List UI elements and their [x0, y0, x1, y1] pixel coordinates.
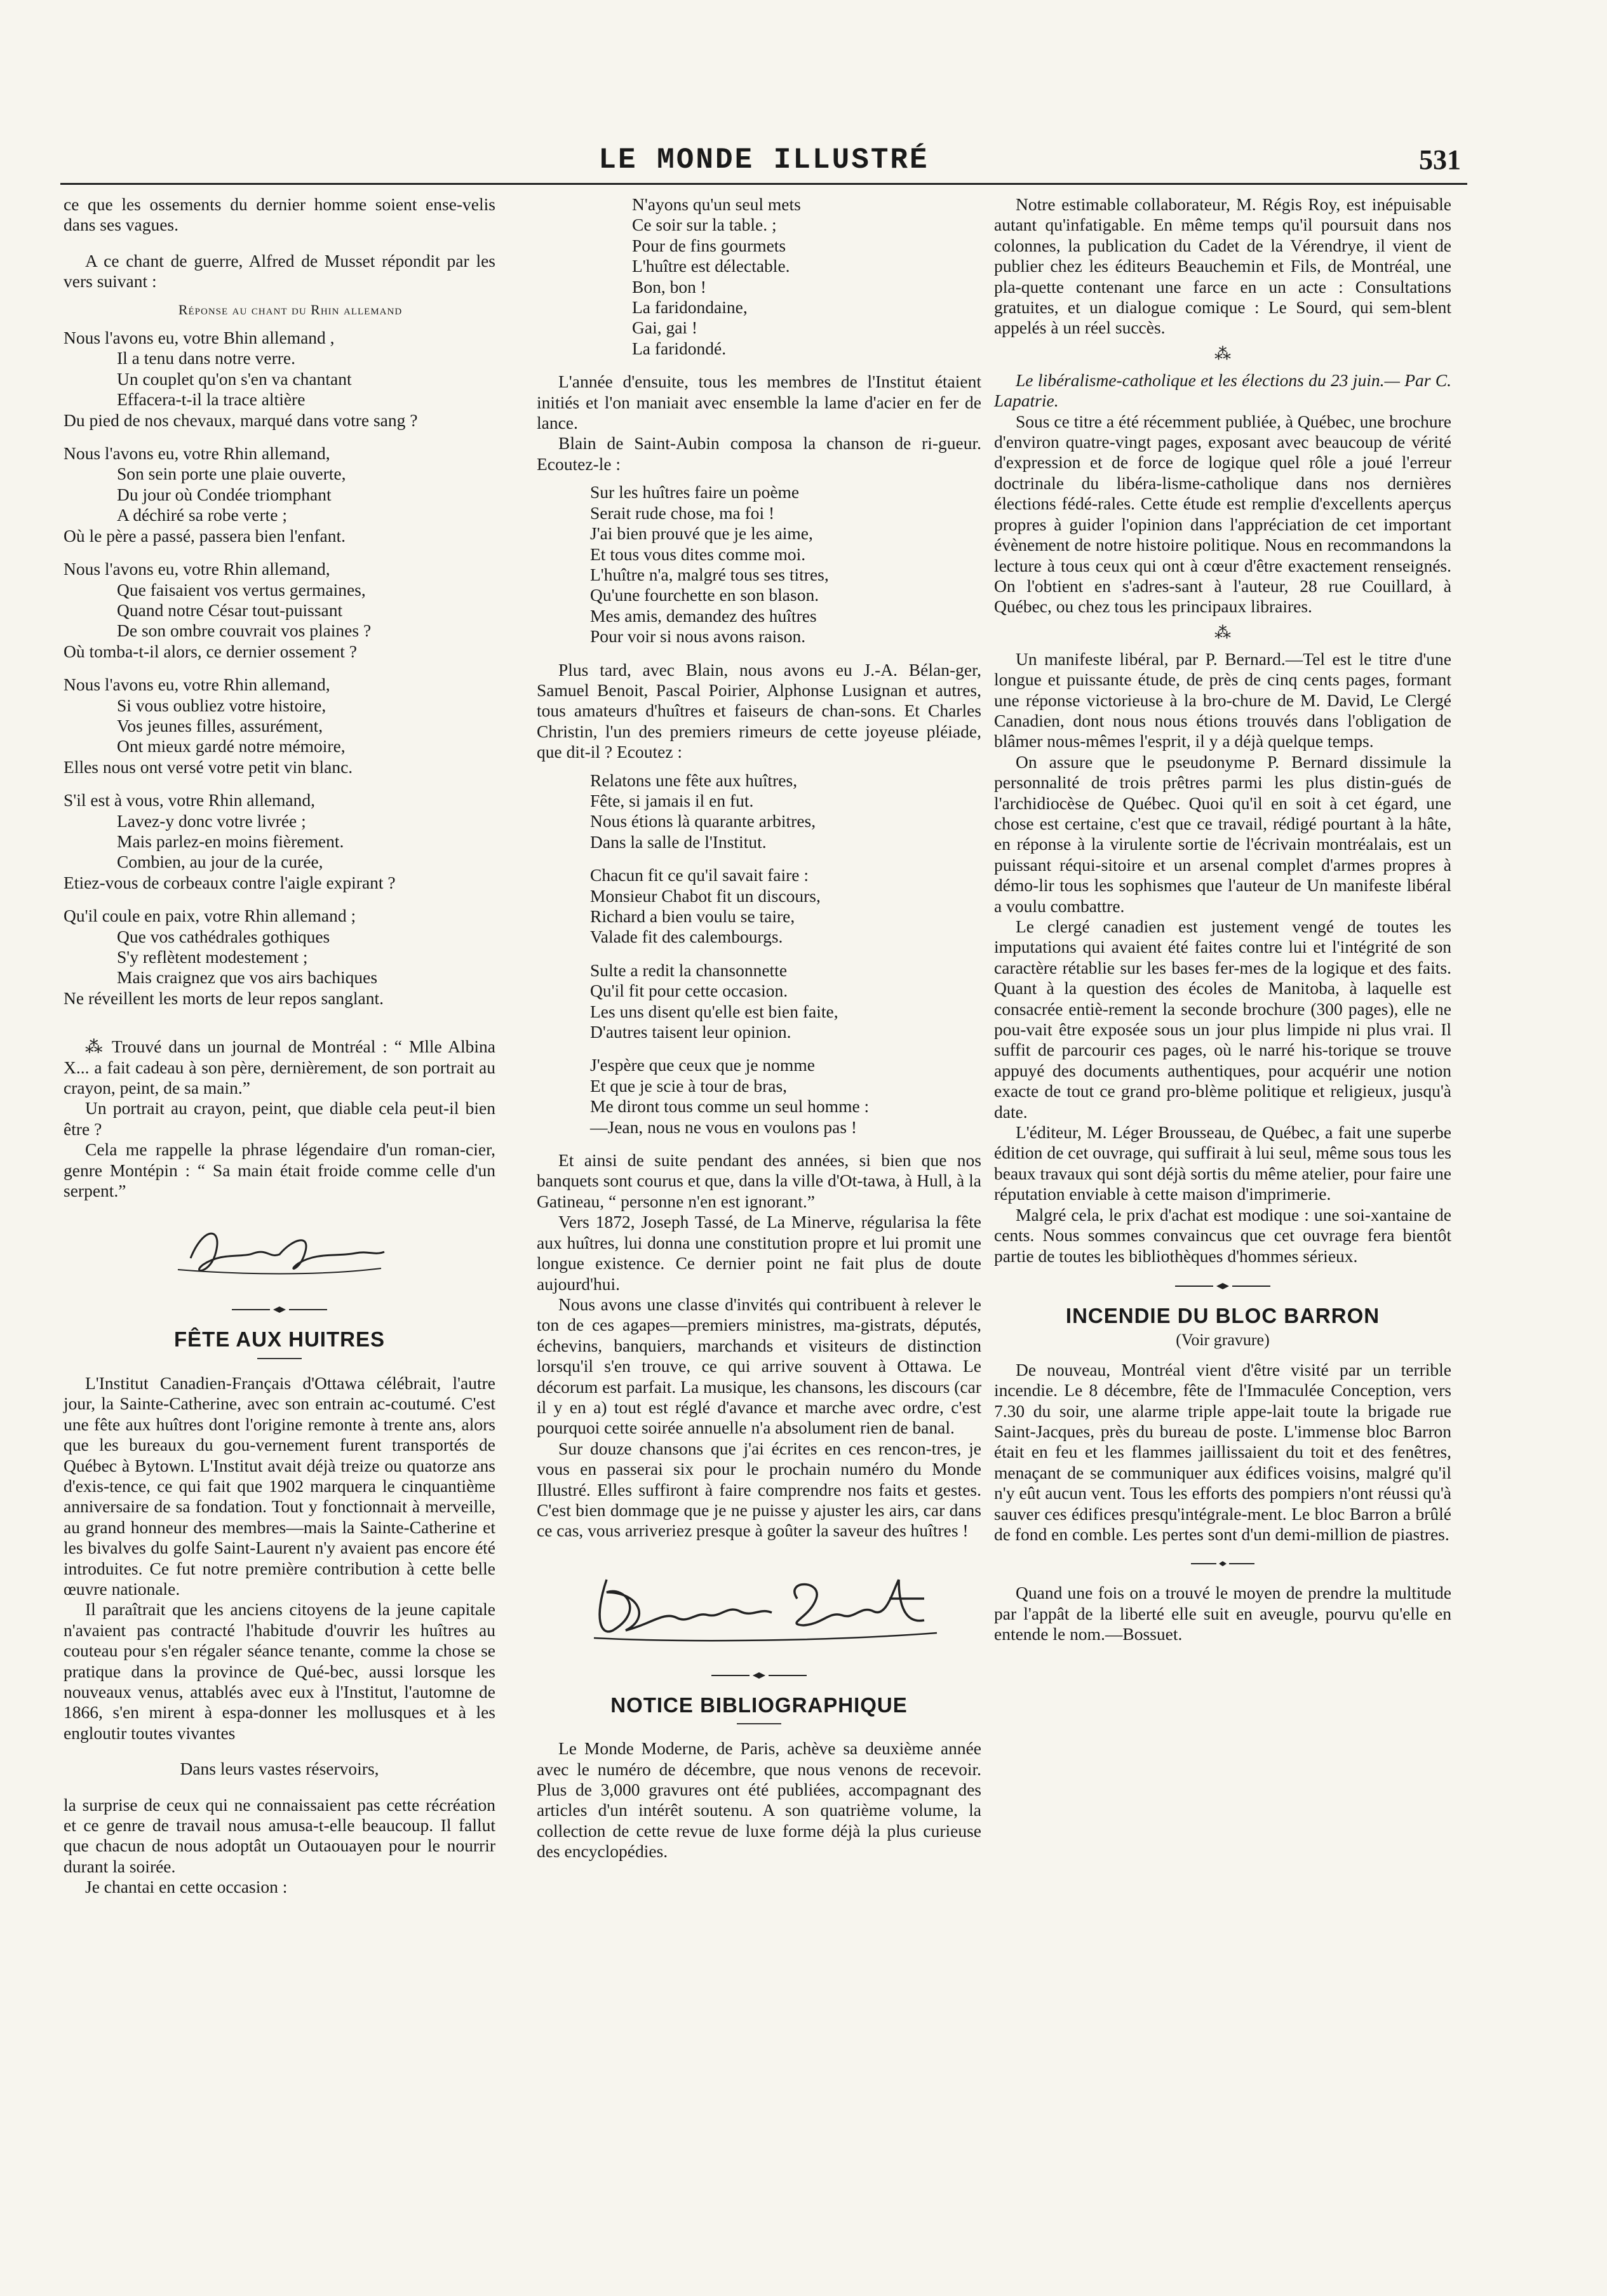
- paragraph: Nous avons une classe d'invités qui contribuent à relever le ton de ces agapes—premiers ministres, ma-gistrats, députés, échevins, banquiers, marchands et visiteurs de distinction lorsqu'il s'en trouve, ce qui arrive souvent à Ottawa. Le décorum est parfait. La musique, les chansons, les discours (car il y en a) tout est réglé d'avance et marche avec ordre, c'est pourquoi cette soirée annuelle n'a absolument rien de banal.: [537, 1294, 981, 1438]
- paragraph: la surprise de ceux qui ne connaissaient pas cette récréation et ce genre de travail nous amusa-t-elle beaucoup. Il fallut que chacun de nous adoptât un Outaouayen pour le nourrir durant la soirée.: [64, 1794, 495, 1876]
- paragraph: L'éditeur, M. Léger Brousseau, de Québec, a fait une superbe édition de cet ouvrage, qui suffirait à lui seul, même sous tous les beaux travaux qui sont déjà sortis du même atelier, pour faire une réputation enviable à cette maison d'imprimerie.: [994, 1122, 1451, 1204]
- paragraph: L'Institut Canadien-Français d'Ottawa célébrait, l'autre jour, la Sainte-Catherine, avec son entrain ac-coutumé. C'est une fête aux huîtres dont l'origine remonte à trente ans, alors que les bureaux du gou-vernement furent transportés de Québec à Bytown. L'Institut avait déjà treize ou quatorze ans d'exis-tence, ce qui fait que 1902 marquera le cinquantième anniversaire de sa fondation. Tout y fonctionnait à merveille, au grand honneur des membres—mais la Sainte-Catherine et les bivalves du golfe Saint-Laurent n'y avaient pas encore été introduites. Ce fut notre première contribution à cette belle œuvre nationale.: [64, 1373, 495, 1599]
- verse-line: —Jean, nous ne vous en voulons pas !: [590, 1117, 857, 1137]
- ornament-divider: [1175, 1282, 1270, 1291]
- paragraph: A ce chant de guerre, Alfred de Musset répondit par les vers suivant :: [64, 250, 495, 292]
- verse-line: Effacera-t-il la trace altière: [117, 389, 306, 410]
- verse-line: Me diront tous comme un seul homme :: [590, 1096, 870, 1117]
- verse-line: Et tous vous dites comme moi.: [590, 544, 806, 564]
- verse-line: Pour voir si nous avons raison.: [590, 626, 806, 647]
- column-1: [64, 194, 495, 1898]
- verse-line: Où tomba-t-il alors, ce dernier ossement ?: [64, 641, 357, 661]
- paragraph: Quand une fois on a trouvé le moyen de prendre la multitude par l'appât de la liberté elle suit en aveugle, pourvu qu'elle en entende le nom.—Bossuet.: [994, 1583, 1451, 1644]
- paragraph: ⁂ Trouvé dans un journal de Montréal : “ Mlle Albina X... a fait cadeau à son père, dernièrement, de son portrait au crayon, peint, de sa main.”: [64, 1037, 495, 1098]
- verse-line: Et que je scie à tour de bras,: [590, 1075, 788, 1096]
- verse-line: S'il est à vous, votre Rhin allemand,: [64, 790, 316, 810]
- verse-line: Gai, gai !: [632, 318, 698, 338]
- paragraph: Et ainsi de suite pendant des années, si bien que nos banquets sont courus et que, dans la ville d'Ot-tawa, à Hull, à la Gatineau, “ personne n'en est ignorant.”: [537, 1150, 981, 1211]
- page-header: [60, 141, 1467, 179]
- heading-rule: [257, 1358, 302, 1359]
- verse-line: Serait rude chose, ma foi !: [590, 502, 775, 523]
- ornament-divider: [711, 1671, 807, 1680]
- verse-line: L'huître est délectable.: [632, 256, 790, 276]
- verse-line: Relatons une fête aux huîtres,: [590, 770, 798, 790]
- poem-blain: [537, 482, 981, 647]
- page-number: 531: [1419, 144, 1461, 175]
- column-2: [537, 194, 981, 1862]
- stanza: [537, 865, 981, 948]
- asterism: ⁂: [1214, 344, 1231, 363]
- paragraph: De nouveau, Montréal vient d'être visité par un terrible incendie. Le 8 décembre, fête de l'Immaculée Conception, vers 7.30 du soir, une alarme triple appe-lait toute la brigade rue Saint-Jacques, près du bureau de poste. L'immense bloc Barron était en feu et les flammes jaillissaient du toit et des fenêtres, menaçant de se communiquer aux édifices voisins, malgré qu'il n'y eût aucun vent. Tous les efforts des pompiers n'ont réussi qu'à sauver ces édifices presqu'intégrale-ment. Le bloc Barron a brûlé de fond en comble. Les pertes sont d'un demi-million de piastres.: [994, 1359, 1451, 1544]
- signature-leon-ledieu: [165, 1214, 394, 1290]
- paragraph: Notre estimable collaborateur, M. Régis Roy, est inépuisable autant qu'infatigable. En même temps qu'il poursuit dans nos colonnes, la publication du Cadet de la Vérendrye, il vient de publier chez les éditeurs Beauchemin et Fils, de Montréal, une pla-quette contenant une farce en un acte : Consultations gratuites, et un dialogue comique : Le Sourd, qui sem-blent appelés à un réel succès.: [994, 194, 1451, 338]
- paragraph: Plus tard, avec Blain, nous avons eu J.-A. Bélan-ger, Samuel Benoit, Pascal Poirier, Alphonse Lusignan et autres, tous amateurs d'huîtres et faiseurs de chan-sons. Et Charles Christin, l'un des premiers rimeurs de cette joyeuse pléiade, que dit-il ? Ecoutez :: [537, 659, 981, 762]
- paragraph: Blain de Saint-Aubin composa la chanson de ri-gueur. Ecoutez-le :: [537, 433, 981, 474]
- stanza: [537, 960, 981, 1043]
- verse-line: Ont mieux gardé notre mémoire,: [117, 736, 346, 756]
- verse-line: Sur les huîtres faire un poème: [590, 482, 800, 502]
- verse-line: La faridondé.: [632, 338, 727, 358]
- verse-line: Son sein porte une plaie ouverte,: [117, 464, 346, 484]
- verse-line: A déchiré sa robe verte ;: [117, 505, 288, 525]
- verse-line: Ce soir sur la table. ;: [632, 215, 777, 235]
- verse-line: Que faisaient vos vertus germaines,: [117, 579, 366, 600]
- verse-line: Qu'il coule en paix, votre Rhin allemand ;: [64, 906, 356, 926]
- stanza: [64, 559, 495, 662]
- verse-line: Mais craignez que vos airs bachiques: [117, 967, 378, 988]
- paragraph: Un manifeste libéral, par P. Bernard.—Tel est le titre d'une longue et puissante étude, de près de cinq cents pages, formant une réponse victorieuse à la bro-chure de M. David, Le Clergé Canadien, dont nous nous étions trouvés dans l'obligation de blâmer nous-mêmes l'esprit, il y a déjà quelque temps.: [994, 648, 1451, 751]
- paragraph: Le clergé canadien est justement vengé de toutes les imputations qui avaient été faites contre lui et l'intégrité de son caractère rétablie sur les bases fer-mes de la logique et des faits. Quant à la question des écoles de Manitoba, à laquelle est consacrée entiè-rement la seconde brochure (300 pages), elle ne pou-vait être exposée sous un jour plus limpide ni plus vrai. Il suffit de parcourir ces pages, où le narré his-torique se trouve appuyé des documents authentiques, pour acquérir une notion exacte de tout ce grand pro-blème politique et religieux, jusqu'à date.: [994, 916, 1451, 1122]
- verse-line: S'y reflètent modestement ;: [117, 947, 308, 967]
- header-rule: [60, 183, 1467, 185]
- verse-line: Ne réveillent les morts de leur repos sanglant.: [64, 988, 384, 1008]
- stanza: [64, 328, 495, 431]
- paragraph: Un portrait au crayon, peint, que diable cela peut-il bien être ?: [64, 1098, 495, 1139]
- verse-line: Elles nous ont versé votre petit vin blanc.: [64, 756, 353, 777]
- stanza: [537, 1055, 981, 1138]
- subheading: (Voir gravure): [1176, 1331, 1270, 1350]
- verse-line: N'ayons qu'un seul mets: [632, 194, 801, 214]
- paragraph: L'année d'ensuite, tous les membres de l'Institut étaient initiés et l'on maniait avec ensemble la lame d'acier en fer de lance.: [537, 372, 981, 433]
- poem-rhin-allemand: [64, 328, 495, 1009]
- verse-line: Richard a bien voulu se taire,: [590, 906, 795, 926]
- verse-line: J'espère que ceux que je nomme: [590, 1055, 815, 1075]
- paragraph: On assure que le pseudonyme P. Bernard dissimule la personnalité de trois prêtres parmi les plus distin-gués de l'archidiocèse de Québec. Quoi qu'il en soit à cet égard, une chose est certaine, c'est que ce travail, rédigé pourtant à la hâte, en réponse à la virulente sortie de l'écrivain montréalais, est un puissant réqui-sitoire et un arsenal complet d'armes propres à démo-lir tous les sophismes que l'auteur de Un manifeste libéral a voulu combattre.: [994, 751, 1451, 916]
- verse-line: Qu'il fit pour cette occasion.: [590, 981, 788, 1001]
- verse-line: Où le père a passé, passera bien l'enfant.: [64, 525, 346, 546]
- paragraph: Sur douze chansons que j'ai écrites en ces rencon-tres, je vous en passerai six pour le prochain numéro du Monde Illustré. Elles suffiront à faire comprendre nos faits et gestes. C'est bien dommage que je ne puisse y ajuster les airs, car dans ce cas, vous arriveriez presque à goûter la saveur des huîtres !: [537, 1438, 981, 1541]
- signature-benjamin-sulte: [568, 1554, 950, 1656]
- verse-line: Nous étions là quarante arbitres,: [590, 811, 816, 831]
- stanza: [64, 790, 495, 893]
- paragraph: Le libéralisme-catholique et les élections du 23 juin.— Par C. Lapatrie.: [994, 370, 1451, 411]
- paragraph: ce que les ossements du dernier homme soient ense-velis dans ses vagues.: [64, 194, 495, 235]
- verse-line: Que vos cathédrales gothiques: [117, 926, 330, 946]
- verse-line: Les uns disent qu'elle est bien faite,: [590, 1001, 838, 1021]
- verse-line: L'huître n'a, malgré tous ses titres,: [590, 564, 829, 584]
- paragraph: Le Monde Moderne, de Paris, achève sa deuxième année avec le numéro de décembre, que nous venons de recevoir. Plus de 3,000 gravures ont été publiées, accompagnant des articles d'un intérêt soutenu. A son quatrième volume, la collection de cette revue de luxe forme déjà la plus curieuse des encyclopédies.: [537, 1738, 981, 1862]
- verse-line: Nous l'avons eu, votre Rhin allemand,: [64, 559, 330, 579]
- paragraph: Dans leurs vastes réservoirs,: [180, 1759, 379, 1779]
- verse-line: Du jour où Condée triomphant: [117, 484, 332, 504]
- verse-line: D'autres taisent leur opinion.: [590, 1022, 791, 1042]
- verse-line: Valade fit des calembourgs.: [590, 927, 783, 947]
- verse-line: Un couplet qu'on s'en va chantant: [117, 368, 352, 389]
- verse-line: Etiez-vous de corbeaux contre l'aigle expirant ?: [64, 872, 396, 892]
- poem-faridondaine: [537, 194, 981, 359]
- heading-notice-bibliographique: NOTICE BIBLIOGRAPHIQUE: [610, 1693, 908, 1717]
- heading-fete-aux-huitres: FÊTE AUX HUITRES: [174, 1327, 385, 1352]
- paragraph: Sous ce titre a été récemment publiée, à Québec, une brochure d'environ quatre-vingt pages, exposant avec beaucoup de vérité d'expression et de force de logique quel rôle a joué l'erreur doctrinale du libéra-lisme-catholique dans nos dernières élections fédé-rales. Cette étude est remplie d'excellents aperçus propres à guider l'opinion dans l'appréciation de cet important évènement de notre histoire politique. Nous en recommandons la lecture à tous ceux qui ont à cœur d'être exactement renseignés. On l'obtient en s'adres-sant à l'auteur, 28 rue Couillard, à Québec, ou chez tous les principaux libraires.: [994, 411, 1451, 617]
- stanza: [64, 443, 495, 546]
- ornament-divider: [1191, 1560, 1254, 1568]
- verse-line: Qu'une fourchette en son blason.: [590, 585, 819, 605]
- column-3: [994, 194, 1451, 1645]
- verse-line: Il a tenu dans notre verre.: [117, 348, 295, 368]
- verse-line: Combien, au jour de la curée,: [117, 852, 323, 872]
- stanza: [537, 770, 981, 853]
- verse-line: Mes amis, demandez des huîtres: [590, 605, 817, 626]
- poem-title: Réponse au chant du Rhin allemand: [178, 301, 403, 318]
- verse-line: Nous l'avons eu, votre Rhin allemand,: [64, 443, 330, 464]
- verse-line: Si vous oubliez votre histoire,: [117, 695, 326, 715]
- verse-line: Dans la salle de l'Institut.: [590, 831, 767, 852]
- verse-line: Vos jeunes filles, assurément,: [117, 715, 323, 735]
- verse-line: Monsieur Chabot fit un discours,: [590, 885, 821, 906]
- ornament-divider: [232, 1305, 327, 1314]
- stanza: [64, 675, 495, 777]
- verse-line: Bon, bon !: [632, 276, 706, 297]
- verse-line: Pour de fins gourmets: [632, 235, 786, 255]
- verse-line: Du pied de nos chevaux, marqué dans votre sang ?: [64, 410, 418, 430]
- paragraph: Cela me rappelle la phrase légendaire d'un roman-cier, genre Montépin : “ Sa main était froide comme celle d'un serpent.”: [64, 1139, 495, 1201]
- paragraph: Il paraîtrait que les anciens citoyens de la jeune capitale n'avaient pas contracté l'habitude d'ouvrir les huîtres au couteau pour s'en régaler séance tenante, comme la chose se pratique dans la province de Qué-bec, aussi lorsque les nouveaux venus, attablés avec eux à l'Institut, l'automne de 1866, s'en mirent à espa-donner les mollusques et à les engloutir toutes vivantes: [64, 1599, 495, 1743]
- verse-line: Nous l'avons eu, votre Bhin allemand ,: [64, 328, 335, 348]
- verse-line: Lavez-y donc votre livrée ;: [117, 810, 306, 831]
- asterism: ⁂: [1214, 623, 1231, 642]
- paragraph: Vers 1872, Joseph Tassé, de La Minerve, régularisa la fête aux huîtres, lui donna une constitution propre et lui promit une longue existence. Ce dernier point ne fait plus de doute aujourd'hui.: [537, 1212, 981, 1294]
- verse-line: Fête, si jamais il en fut.: [590, 790, 754, 810]
- verse-line: Sulte a redit la chansonnette: [590, 960, 788, 980]
- verse-line: Quand notre César tout-puissant: [117, 600, 343, 620]
- verse-line: La faridondaine,: [632, 297, 748, 318]
- stanza: [64, 906, 495, 1009]
- verse-line: Mais parlez-en moins fièrement.: [117, 831, 344, 851]
- heading-rule: [737, 1723, 781, 1724]
- paragraph: Je chantai en cette occasion :: [85, 1877, 288, 1897]
- verse-line: De son ombre couvrait vos plaines ?: [117, 621, 372, 641]
- verse-line: J'ai bien prouvé que je les aime,: [590, 523, 813, 544]
- verse-line: Nous l'avons eu, votre Rhin allemand,: [64, 675, 330, 695]
- poem-christin: [537, 770, 981, 1138]
- heading-incendie-bloc-barron: INCENDIE DU BLOC BARRON: [1065, 1303, 1380, 1327]
- journal-title: LE MONDE ILLUSTRÉ: [598, 144, 929, 177]
- verse-line: Chacun fit ce qu'il savait faire :: [590, 865, 809, 885]
- paragraph: Malgré cela, le prix d'achat est modique : une soi-xantaine de cents. Nous sommes convaincus que cet ouvrage fera bientôt partie de toutes les bibliothèques d'hommes sérieux.: [994, 1204, 1451, 1266]
